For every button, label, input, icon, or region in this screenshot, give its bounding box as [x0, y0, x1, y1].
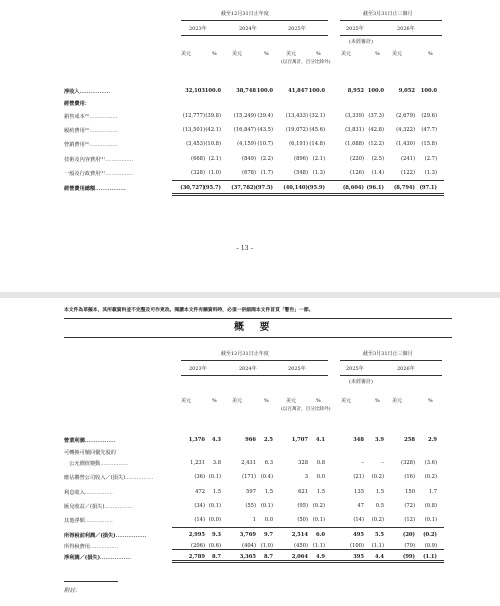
col-currency: 美元 — [286, 398, 297, 404]
table-cell: 3.8 — [212, 460, 221, 466]
table-cell: 0.8 — [316, 460, 325, 466]
header-fy-group: 截至12月31日止年度 — [221, 11, 269, 17]
document-page-13 — [0, 0, 500, 292]
table-cell: (328) — [191, 169, 205, 176]
table-cell: 4.9 — [315, 554, 325, 560]
row-label — [64, 185, 126, 192]
row-label — [64, 517, 113, 524]
table-cell: 38,748 — [236, 88, 256, 94]
leader-dots: ................. — [100, 555, 131, 561]
table-cell: 2,431 — [241, 460, 256, 466]
col-currency: 美元 — [341, 398, 352, 404]
table-cell: (0.2) — [424, 474, 437, 480]
table-cell: 2,514 — [291, 532, 308, 538]
table-cell: 2,789 — [188, 554, 205, 560]
table-cell: (0.0) — [208, 517, 221, 523]
row-label — [64, 141, 117, 148]
year-rule — [181, 375, 328, 376]
table-cell: (171) — [242, 474, 256, 480]
table-cell: 9.3 — [211, 532, 221, 538]
table-cell: (37.3) — [368, 113, 384, 119]
table-cell: (328) — [401, 460, 415, 466]
unaudited-note: (未經審計) — [349, 39, 373, 45]
table-cell: 6.0 — [315, 532, 325, 538]
table-cell: 966 — [245, 437, 256, 443]
table-cell: (0.4) — [260, 474, 273, 480]
table-cell: (50) — [297, 517, 308, 523]
table-cell: (32.1) — [309, 113, 325, 119]
col-currency: 美元 — [286, 51, 297, 57]
table-cell: (29.6) — [421, 113, 437, 119]
table-cell: (14.8) — [309, 141, 325, 148]
table-cell: 3.9 — [374, 437, 384, 443]
table-cell: (220) — [350, 155, 364, 162]
row-label — [64, 156, 133, 163]
row-label — [64, 554, 131, 561]
table-cell: (1.1) — [423, 554, 437, 560]
table-cell: (1,088) — [345, 141, 364, 148]
year-2025-q: 2025年 — [346, 26, 364, 32]
table-cell: 2.5 — [263, 437, 273, 443]
table-cell: (14) — [194, 517, 205, 523]
row-label-text: 匯兌收益／(損失) — [64, 504, 105, 510]
row-label — [64, 543, 118, 550]
row-label — [64, 113, 117, 120]
table-cell: (8,794) — [393, 185, 415, 191]
table-cell: (10.8) — [205, 141, 221, 148]
year-2025: 2025年 — [288, 366, 306, 372]
table-cell: (450) — [294, 543, 308, 549]
table-cell: 6.3 — [264, 460, 273, 466]
row-label — [64, 489, 113, 496]
table-cell: 2,064 — [291, 554, 308, 560]
table-cell: 4.4 — [374, 554, 384, 560]
table-cell: (97.1) — [419, 185, 437, 191]
header-q-group: 截至3月31日止三個月 — [363, 11, 413, 17]
table-cell: (8,604) — [342, 185, 364, 191]
table-cell: – — [381, 460, 384, 466]
table-cell: 495 — [353, 532, 364, 538]
row-label-text: 可轉換可贖回優先股的 — [64, 450, 116, 456]
draft-disclaimer: 本文件為草擬本，其所載資料並不完整及可作更改。閱讀本文件有關資料時，必須一併細閱本文件首頁「警告」一節。 — [64, 307, 314, 313]
row-label — [64, 437, 115, 444]
col-pct: % — [375, 51, 380, 57]
table-cell: (0.6) — [208, 543, 221, 549]
row-label-text: 利息收入 — [64, 490, 85, 496]
table-cell: (72) — [404, 503, 415, 509]
row-label — [64, 100, 90, 107]
table-cell: (3,339) — [345, 113, 364, 119]
table-cell: (16,847) — [233, 127, 256, 134]
row-label-text: 淨收入 — [64, 89, 80, 95]
leader-dots: ................. — [89, 544, 118, 550]
row-label — [64, 503, 132, 510]
table-cell: 1.5 — [212, 489, 221, 495]
col-currency: 美元 — [232, 51, 243, 57]
row-label-text: 營銷費用⁽¹⁾ — [64, 142, 90, 149]
subtotal-rule — [172, 549, 444, 550]
leader-dots: ................. — [100, 461, 129, 467]
table-cell: (1.1) — [312, 543, 325, 549]
title-rule-top — [64, 318, 452, 319]
year-2025-q: 2025年 — [346, 366, 364, 372]
table-cell: (45.6) — [309, 127, 325, 134]
table-cell: (3,453) — [186, 141, 205, 148]
total-double-rule — [172, 560, 444, 561]
table-cell: (1.3) — [424, 169, 437, 176]
year-rule-q — [340, 375, 442, 376]
table-cell: (99) — [402, 554, 415, 560]
row-label — [64, 88, 110, 95]
table-cell: 47 — [357, 503, 364, 509]
table-cell: (4,159) — [237, 141, 256, 148]
col-pct: % — [428, 398, 433, 404]
table-cell: – — [361, 460, 364, 466]
leader-dots: ................. — [95, 186, 126, 192]
footnote-label: 附註： — [64, 588, 81, 594]
table-cell: (42.1) — [205, 127, 221, 134]
col-currency: 美元 — [392, 51, 403, 57]
col-currency: 美元 — [181, 398, 192, 404]
table-cell: (548) — [294, 169, 308, 176]
table-cell: (849) — [242, 155, 256, 162]
table-cell: (37,782) — [231, 185, 256, 191]
table-cell: (2.7) — [424, 155, 437, 162]
leader-dots: ................. — [104, 156, 133, 163]
total-double-rule — [172, 195, 444, 196]
table-cell: (0.1) — [312, 517, 325, 523]
table-cell: 1 — [252, 517, 256, 523]
year-2024: 2024年 — [239, 26, 257, 32]
row-label — [64, 449, 116, 456]
table-cell: (0.2) — [371, 517, 384, 523]
table-cell: 100.0 — [367, 88, 384, 94]
table-cell: (42.8) — [368, 127, 384, 134]
table-cell: 3 — [304, 474, 308, 480]
table-cell: (21) — [353, 474, 364, 480]
table-cell: (79) — [404, 543, 415, 549]
row-label-text: 公允價值變動 — [64, 461, 101, 467]
table-cell: 8.7 — [263, 554, 273, 560]
table-cell: 100.0 — [308, 88, 325, 94]
table-cell: (12) — [404, 517, 415, 523]
col-pct: % — [212, 398, 217, 404]
table-cell: (4,322) — [396, 127, 415, 134]
table-cell: 1,376 — [188, 437, 205, 443]
year-2023: 2023年 — [189, 26, 207, 32]
table-cell: (1.1) — [371, 543, 384, 549]
col-pct: % — [264, 51, 269, 57]
year-rule-q — [340, 35, 442, 36]
table-cell: 1,231 — [190, 460, 205, 466]
table-cell: (13,433) — [285, 113, 308, 119]
table-cell: 621 — [298, 489, 308, 495]
col-pct: % — [316, 51, 321, 57]
row-label-text: 經營費用： — [64, 101, 90, 107]
table-cell: (0.2) — [423, 532, 437, 538]
table-cell: (13,501) — [182, 127, 205, 134]
col-pct: % — [428, 51, 433, 57]
unaudited-note: (未經審計) — [349, 379, 373, 385]
year-2026-q: 2026年 — [397, 26, 415, 32]
table-cell: 328 — [298, 460, 308, 466]
table-cell: 0.0 — [316, 474, 325, 480]
leader-dots: ................. — [84, 518, 113, 524]
table-cell: 2,995 — [188, 532, 205, 538]
table-cell: (39.8) — [205, 113, 221, 119]
table-cell: (0.2) — [312, 503, 325, 509]
table-cell: 1.7 — [428, 489, 437, 495]
year-2026-q: 2026年 — [397, 366, 415, 372]
table-cell: (2.5) — [371, 155, 384, 162]
col-currency: 美元 — [232, 398, 243, 404]
title-rule-bottom — [64, 337, 452, 338]
table-cell: (678) — [242, 169, 256, 176]
section-title: 概 要 — [234, 322, 276, 333]
table-cell: 258 — [404, 437, 415, 443]
table-cell: (1.0) — [208, 169, 221, 176]
leader-dots: ................. — [115, 533, 147, 539]
table-cell: (95) — [297, 503, 308, 509]
table-cell: (0.1) — [208, 503, 221, 509]
row-label-text: 經營費用總額 — [64, 186, 96, 192]
table-cell: 8.7 — [211, 554, 221, 560]
table-cell: (95.7) — [203, 185, 221, 191]
footnote-rule — [64, 581, 118, 582]
table-cell: (2.1) — [208, 155, 221, 162]
row-label — [64, 460, 128, 467]
table-cell: (1,430) — [396, 141, 415, 148]
table-cell: (20) — [402, 532, 415, 538]
table-cell: (15.8) — [421, 141, 437, 148]
table-cell: (0.1) — [260, 503, 273, 509]
table-cell: 5.5 — [374, 532, 384, 538]
row-label-text: 營業利潤 — [64, 438, 85, 444]
table-cell: (55) — [245, 503, 256, 509]
table-cell: (1.7) — [260, 169, 273, 176]
table-cell: (122) — [401, 169, 415, 176]
leader-dots: ................. — [84, 490, 113, 496]
col-note: (以百萬計，百分比除外) — [281, 407, 331, 412]
table-cell: (1.0) — [260, 543, 273, 549]
leader-dots: ................. — [104, 504, 133, 510]
table-cell: 395 — [353, 554, 364, 560]
table-cell: (95.9) — [307, 185, 325, 191]
table-cell: 32,103 — [185, 88, 205, 94]
table-cell: (34) — [194, 503, 205, 509]
header-fy-rule — [181, 20, 328, 21]
table-cell: (15,249) — [233, 113, 256, 119]
table-cell: 8,952 — [347, 88, 364, 94]
table-cell: (2.1) — [312, 155, 325, 162]
table-cell: (668) — [191, 155, 205, 162]
table-cell: (16) — [404, 474, 415, 480]
table-cell: 9.7 — [263, 532, 273, 538]
leader-dots: ................. — [89, 142, 118, 149]
table-cell: 348 — [353, 437, 364, 443]
col-currency: 美元 — [392, 398, 403, 404]
row-label-text: 一般及行政費用⁽¹⁾ — [64, 170, 105, 177]
table-cell: 1.5 — [316, 489, 325, 495]
row-label-text: 所得稅費用 — [64, 544, 90, 550]
table-cell: 1,707 — [291, 437, 308, 443]
table-cell: (47.7) — [421, 127, 437, 134]
table-cell: 1.5 — [264, 489, 273, 495]
row-label-text: 技術及內容費用⁽¹⁾ — [64, 156, 105, 163]
table-cell: (0.8) — [424, 503, 437, 509]
table-cell: (10.7) — [257, 141, 273, 148]
table-cell: (19,072) — [285, 127, 308, 134]
table-cell: 472 — [195, 489, 205, 495]
row-label — [64, 532, 146, 539]
leader-dots: ................. — [89, 128, 118, 135]
year-2024: 2024年 — [239, 366, 257, 372]
col-pct: % — [375, 398, 380, 404]
col-currency: 美元 — [341, 51, 352, 57]
table-cell: 4.3 — [211, 437, 221, 443]
table-cell: (43.5) — [257, 127, 273, 134]
table-cell: 135 — [354, 489, 364, 495]
header-fy-rule — [181, 360, 328, 361]
year-2023: 2023年 — [189, 366, 207, 372]
row-label-text: 應佔聯營公司收入／(損失) — [64, 475, 126, 481]
table-cell: 597 — [246, 489, 256, 495]
leader-dots: ................. — [125, 475, 154, 481]
leader-dots: ................. — [104, 170, 133, 177]
col-pct: % — [316, 398, 321, 404]
table-cell: (2,679) — [396, 113, 415, 119]
col-note: (以百萬計，百分比除外) — [281, 60, 331, 65]
table-cell: (896) — [294, 155, 308, 162]
table-cell: 1.5 — [375, 489, 384, 495]
table-cell: 3,769 — [239, 532, 256, 538]
table-cell: (96.1) — [366, 185, 384, 191]
subtotal-rule — [172, 180, 444, 181]
table-cell: (97.5) — [255, 185, 273, 191]
table-cell: (39.4) — [257, 113, 273, 119]
table-cell: (40,140) — [283, 185, 308, 191]
table-cell: (12,777) — [182, 113, 205, 119]
leader-dots: ................. — [79, 89, 111, 95]
year-2025: 2025年 — [288, 26, 306, 32]
table-cell: (14) — [353, 517, 364, 523]
table-cell: 2.9 — [427, 437, 437, 443]
row-label — [64, 474, 153, 481]
table-cell: (6,191) — [289, 141, 308, 148]
table-cell: (36) — [194, 474, 205, 480]
table-cell: (3,831) — [345, 127, 364, 134]
total-double-rule — [172, 562, 444, 563]
row-label — [64, 170, 133, 177]
table-cell: (0.9) — [424, 543, 437, 549]
table-cell: 4.1 — [315, 437, 325, 443]
header-q-rule — [340, 360, 442, 361]
header-fy-group: 截至12月31日止年度 — [221, 351, 269, 357]
subtotal-rule — [172, 527, 444, 528]
col-pct: % — [264, 398, 269, 404]
table-cell: (241) — [401, 155, 415, 162]
leader-dots: ................. — [89, 114, 118, 120]
table-cell: 100.0 — [420, 88, 437, 94]
leader-dots: ................. — [84, 438, 116, 444]
table-cell: (1.3) — [312, 169, 325, 176]
col-pct: % — [212, 51, 217, 57]
table-cell: (1.4) — [371, 169, 384, 176]
table-cell: (3.6) — [424, 460, 437, 466]
table-cell: 9,052 — [398, 88, 415, 94]
table-cell: (126) — [350, 169, 364, 176]
table-cell: 41,847 — [288, 88, 308, 94]
page-number: – 13 – — [236, 245, 254, 252]
row-label-text: 其他淨額 — [64, 518, 85, 524]
year-rule — [181, 35, 328, 36]
table-cell: 100.0 — [204, 88, 221, 94]
table-cell: (0.2) — [371, 474, 384, 480]
table-cell: (100) — [350, 543, 364, 549]
table-cell: 100.0 — [256, 88, 273, 94]
row-label-text: 所得稅前利潤／(損失) — [64, 533, 116, 539]
col-currency: 美元 — [181, 51, 192, 57]
row-label — [64, 127, 117, 134]
row-label-text: 淨利潤／(損失) — [64, 555, 101, 561]
table-cell: (404) — [242, 543, 256, 549]
table-cell: 0.5 — [375, 503, 384, 509]
table-cell: (0.1) — [424, 517, 437, 523]
total-double-rule — [172, 193, 444, 194]
header-q-rule — [340, 20, 442, 21]
table-cell: (2.2) — [260, 155, 273, 162]
table-cell: (206) — [191, 543, 205, 549]
table-cell: (12.2) — [368, 141, 384, 148]
table-cell: 3,365 — [239, 554, 256, 560]
table-cell: 150 — [405, 489, 415, 495]
row-label-text: 履約費用⁽¹⁾ — [64, 128, 90, 135]
table-cell: (30,727) — [180, 185, 205, 191]
table-cell: 0.0 — [264, 517, 273, 523]
header-q-group: 截至3月31日止三個月 — [363, 351, 413, 357]
document-page-summary — [0, 298, 500, 606]
row-label-text: 銷售成本⁽¹⁾ — [64, 114, 90, 120]
table-cell: (0.1) — [208, 474, 221, 480]
